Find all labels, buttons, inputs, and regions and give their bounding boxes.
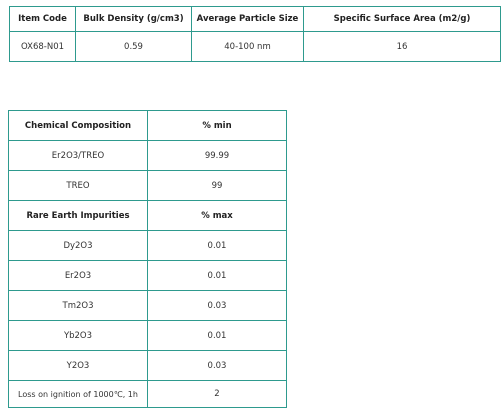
particle-size-header: Average Particle Size [192,7,304,32]
surface-area-header: Specific Surface Area (m2/g) [304,7,501,32]
impurity-name: Er2O3 [9,261,148,291]
table-row [9,171,287,201]
percent-max-header: % max [148,201,287,231]
impurity-value: 0.01 [148,231,287,261]
loss-on-ignition-row [9,381,287,408]
impurity-name: Y2O3 [9,351,148,381]
specs-data-row [10,32,501,62]
impurity-name: Yb2O3 [9,321,148,351]
table-row [9,291,287,321]
item-code-value: OX68-N01 [10,32,76,62]
table-row [9,351,287,381]
composition-value: 99.99 [148,141,287,171]
composition-table [8,110,287,408]
surface-area-value: 16 [304,32,501,62]
impurity-value: 0.01 [148,261,287,291]
table-row [9,261,287,291]
impurity-name: Tm2O3 [9,291,148,321]
table-row [9,141,287,171]
item-code-header: Item Code [10,7,76,32]
impurity-value: 0.03 [148,291,287,321]
impurity-value: 0.03 [148,351,287,381]
composition-name: TREO [9,171,148,201]
composition-value: 99 [148,171,287,201]
percent-min-header: % min [148,111,287,141]
bulk-density-value: 0.59 [76,32,192,62]
table-row [9,321,287,351]
loss-on-ignition-value: 2 [148,381,287,408]
impurity-name: Dy2O3 [9,231,148,261]
impurities-header-row [9,201,287,231]
rare-earth-impurities-header: Rare Earth Impurities [9,201,148,231]
composition-header-row [9,111,287,141]
specs-table [9,6,501,62]
bulk-density-header: Bulk Density (g/cm3) [76,7,192,32]
chemical-composition-header: Chemical Composition [9,111,148,141]
loss-on-ignition-label: Loss on ignition of 1000℃, 1h [9,381,148,408]
table-row [9,231,287,261]
impurity-value: 0.01 [148,321,287,351]
particle-size-value: 40-100 nm [192,32,304,62]
composition-name: Er2O3/TREO [9,141,148,171]
specs-header-row [10,7,501,32]
